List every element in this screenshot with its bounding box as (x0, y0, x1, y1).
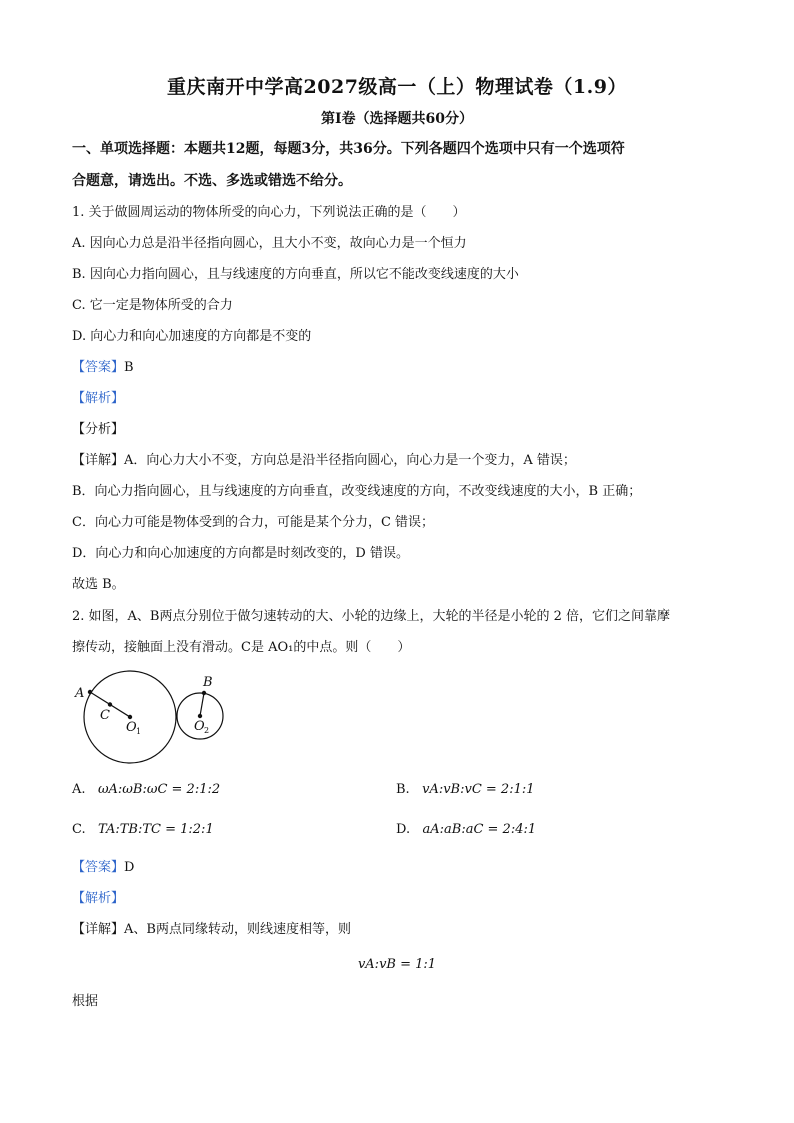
answer-tag: 【答案】 (72, 860, 125, 875)
q2-equation: vA:vB = 1:1 (357, 957, 437, 972)
q2-analysis-tag: 【解析】 (72, 891, 125, 906)
section-instructions-line2: 合题意，请选出。不选、多选或错选不给分。 (72, 173, 352, 189)
detail-tag: 【详解】 (72, 453, 125, 468)
q1-option-d: D. 向心力和向心加速度的方向都是不变的 (72, 329, 312, 344)
q2-option-b-formula: vA:vB:vC = 2:1:1 (422, 782, 535, 797)
q1-analysis-tag: 【解析】 (72, 391, 125, 406)
point-c (108, 702, 112, 706)
q1-detail-b: B．向心力指向圆心，且与线速度的方向垂直，改变线速度的方向，不改变线速度的大小，B 正确； (72, 484, 642, 499)
answer-tag: 【答案】 (72, 360, 125, 375)
detail-tag: 【详解】 (72, 922, 125, 937)
label-o2: O (194, 719, 205, 734)
radius-b-o2 (200, 693, 204, 716)
q2-answer (72, 859, 134, 877)
page-subtitle: 第Ⅰ卷（选择题共60分） (320, 111, 474, 127)
q2-option-a-formula: ωA:ωB:ωC = 2:1:2 (97, 782, 221, 797)
q2-detail-text: A、B两点同缘转动，则线速度相等，则 (124, 922, 351, 937)
q1-answer-value: B (124, 360, 134, 375)
label-o1: O (126, 720, 137, 735)
q2-option-a (72, 781, 220, 799)
q2-option-d-label: D. (396, 822, 411, 837)
q2-option-d-formula: aA:aB:aC = 2:4:1 (422, 822, 537, 837)
q1-fenxi-tag: 【分析】 (72, 422, 125, 437)
q2-option-d (396, 821, 536, 839)
label-b: B (203, 675, 213, 690)
q2-wheels-figure (72, 668, 232, 768)
q2-next: 根据 (72, 994, 99, 1009)
q1-option-a: A. 因向心力总是沿半径指向圆心，且大小不变，故向心力是一个恒力 (72, 236, 467, 251)
q1-detail-d: D．向心力和向心加速度的方向都是时刻改变的，D 错误。 (72, 546, 409, 561)
q1-option-c: C. 它一定是物体所受的合力 (72, 298, 233, 313)
section-instructions-line1: 一、单项选择题：本题共12题，每题3分，共36分。下列各题四个选项中只有一个选项符 (72, 141, 625, 157)
page-title: 重庆南开中学高2027级高一（上）物理试卷（1.9） (167, 76, 627, 98)
q1-answer (72, 359, 134, 377)
q2-option-c-formula: TA:TB:TC = 1:2:1 (98, 822, 214, 837)
q2-stem-line1: 2. 如图，A、B两点分别位于做匀速转动的大、小轮的边缘上，大轮的半径是小轮的 2 倍，它们之间靠摩 (72, 609, 671, 624)
q2-option-c (72, 821, 214, 839)
point-b (202, 691, 206, 695)
point-a (88, 690, 92, 694)
q1-option-b: B. 因向心力指向圆心，且与线速度的方向垂直，所以它不能改变线速度的大小 (72, 267, 519, 282)
q1-stem: 1. 关于做圆周运动的物体所受的向心力，下列说法正确的是（ ） (72, 205, 466, 220)
q1-conclusion: 故选 B。 (72, 577, 125, 592)
point-o1 (128, 715, 132, 719)
q2-option-a-label: A. (72, 782, 86, 797)
q1-detail-c: C．向心力可能是物体受到的合力，可能是某个分力，C 错误； (72, 515, 435, 530)
q2-option-b (396, 781, 535, 799)
q2-option-c-label: C. (72, 822, 86, 837)
label-o2-sub: 2 (204, 726, 210, 735)
point-o2 (198, 714, 202, 718)
q2-detail (72, 921, 351, 939)
q2-stem-line2: 擦传动，接触面上没有滑动。C是 AO₁的中点。则（ ） (72, 640, 411, 655)
label-a: A (75, 686, 85, 701)
q2-answer-value: D (124, 860, 135, 875)
label-c: C (100, 708, 110, 723)
q1-detail-line1 (72, 452, 576, 470)
q2-option-b-label: B. (396, 782, 410, 797)
label-o1-sub: 1 (136, 727, 142, 736)
q1-detail-a: A．向心力大小不变，方向总是沿半径指向圆心，向心力是一个变力，A 错误； (124, 453, 576, 468)
